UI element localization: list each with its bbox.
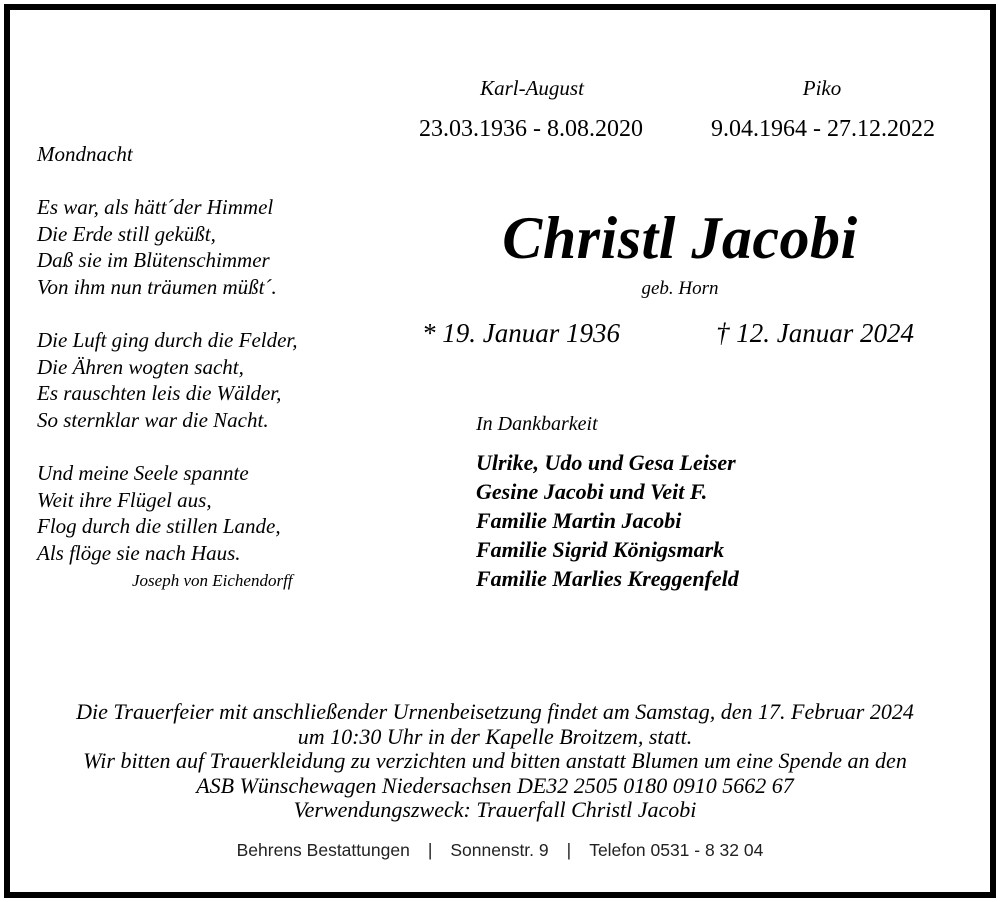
poem-line: Als flöge sie nach Haus. (37, 540, 241, 565)
poem-title: Mondnacht (37, 142, 133, 166)
funeral-home-address: Sonnenstr. 9 (450, 840, 549, 860)
poem-line: Von ihm nun träumen müßt´. (37, 274, 277, 299)
poem-author: Joseph von Eichendorff (132, 570, 293, 590)
poem-line: Es rauschten leis die Wälder, (37, 381, 282, 406)
poem-line: Daß sie im Blütenschimmer (37, 248, 270, 273)
info-line: ASB Wünschewagen Niedersachsen DE32 2505 0180 0910 5662 67 (196, 772, 794, 798)
poem-line: Und meine Seele spannte (37, 461, 249, 486)
funeral-home-footer (150, 840, 850, 861)
mourner-name: Gesine Jacobi und Veit F. (476, 479, 708, 504)
deceased-name: Christl Jacobi (502, 205, 858, 271)
relative-dates-2: 9.04.1964 - 27.12.2022 (711, 116, 935, 142)
mourners-intro: In Dankbarkeit (476, 413, 598, 435)
poem-line: Die Erde still geküßt, (37, 221, 216, 246)
birth-date: * 19. Januar 1936 (422, 318, 620, 348)
info-line: um 10:30 Uhr in der Kapelle Broitzem, statt. (297, 723, 693, 749)
mourners-list (476, 448, 739, 593)
relative-name-1: Karl-August (480, 76, 584, 100)
mourner-name: Familie Sigrid Königsmark (476, 537, 725, 562)
poem-line: Die Luft ging durch die Felder, (37, 328, 298, 353)
maiden-name: geb. Horn (641, 278, 719, 299)
info-line: Verwendungszweck: Trauerfall Christl Jacobi (293, 797, 697, 822)
info-line: Die Trauerfeier mit anschließender Urnenbeisetzung findet am Samstag, den 17. Februar 2024 (76, 699, 914, 724)
funeral-info (20, 700, 970, 823)
poem (37, 141, 298, 595)
footer-separator: | (566, 840, 572, 860)
death-date: † 12. Januar 2024 (716, 318, 914, 348)
mourner-name: Ulrike, Udo und Gesa Leiser (476, 450, 736, 475)
funeral-home-phone: Telefon 0531 - 8 32 04 (589, 840, 764, 860)
mourner-name: Familie Marlies Kreggenfeld (476, 566, 739, 591)
poem-line: Die Ähren wogten sacht, (37, 354, 244, 379)
poem-line: Es war, als hätt´der Himmel (37, 195, 274, 220)
footer-separator: | (427, 840, 433, 860)
funeral-home-name: Behrens Bestattungen (236, 840, 410, 860)
poem-line: Weit ihre Flügel aus, (37, 487, 212, 512)
poem-line: Flog durch die stillen Lande, (37, 514, 281, 539)
relative-name-2: Piko (802, 76, 842, 100)
info-line: Wir bitten auf Trauerkleidung zu verzichten und bitten anstatt Blumen um eine Spende an den (83, 748, 907, 773)
poem-line: So sternklar war die Nacht. (37, 407, 269, 432)
relative-dates-1: 23.03.1936 - 8.08.2020 (419, 116, 643, 142)
mourner-name: Familie Martin Jacobi (476, 508, 682, 533)
